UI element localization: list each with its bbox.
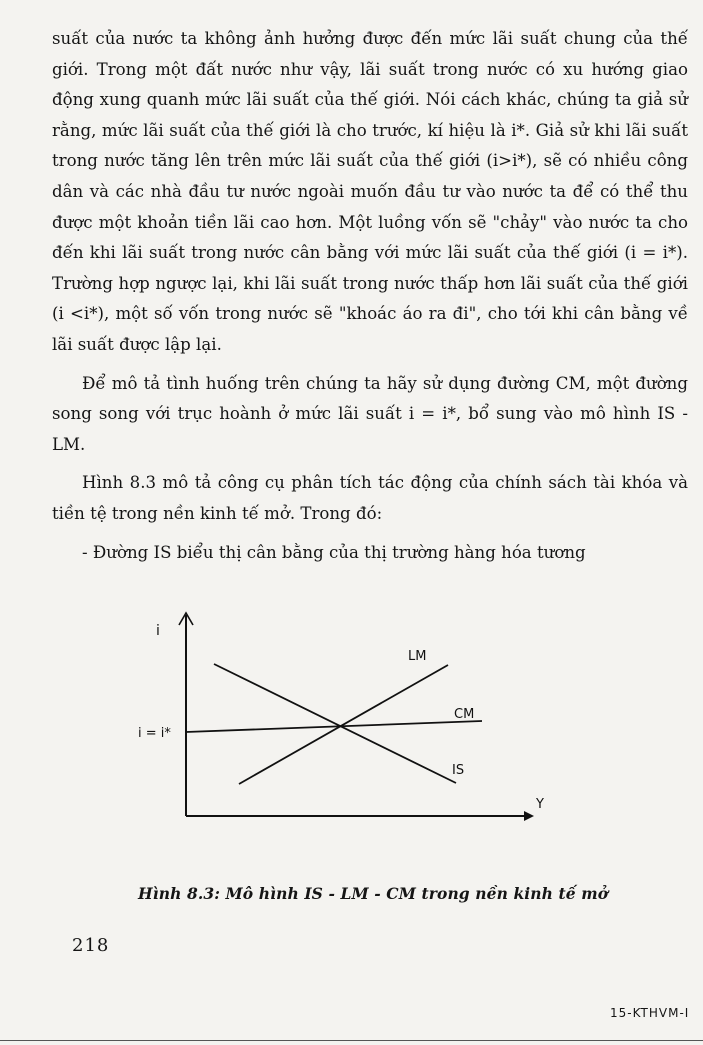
body-text [52, 24, 688, 568]
x-axis-arrow [524, 811, 534, 821]
y-axis-label: i [156, 623, 160, 639]
x-axis-label: Y [536, 797, 544, 812]
lm-curve [239, 665, 448, 784]
level-label: i = i* [138, 726, 171, 741]
paragraph-1: suất của nước ta không ảnh hưởng được đến mức lãi suất chung của thế giới. Trong một đất nước như vậy, lãi suất trong nước có xu hướng giao động xung quanh mức lãi suất của thế giới. Nói cách khác, chúng ta giả sử rằng, mức lãi suất của thế giới là cho trước, kí hiệu là i*. Giả sử khi lãi suất trong nước tăng lên trên mức lãi suất của thế giới (i>i*), sẽ có nhiều công dân và các nhà đầu tư nước ngoài muốn đầu tư vào nước ta để có thể thu được một khoản tiền lãi cao hơn. Một luồng vốn sẽ "chảy" vào nước ta cho đến khi lãi suất trong nước cân bằng với mức lãi suất của thế giới (i = i*). Trường hợp ngược lại, khi lãi suất trong nước thấp hơn lãi suất của thế giới (i <i*), một số vốn trong nước sẽ "khoác áo ra đi", cho tới khi cân bằng về lãi suất được lập lại. [52, 29, 688, 354]
cm-label: CM [454, 707, 475, 722]
figure-caption: Hình 8.3: Mô hình IS - LM - CM trong nền kinh tế mở [138, 884, 609, 903]
is-lm-cm-figure [136, 603, 556, 833]
page-bottom-rule [0, 1040, 703, 1041]
paragraph-2: Để mô tả tình huống trên chúng ta hãy sử dụng đường CM, một đường song song với trục hoành ở mức lãi suất i = i*, bổ sung vào mô hình IS - LM. [52, 373, 688, 454]
footer-code: 15-KTHVM-I [610, 1006, 690, 1020]
page-number: 218 [72, 935, 110, 956]
lm-label: LM [408, 649, 427, 664]
figure-svg [136, 603, 556, 833]
is-label: IS [452, 763, 465, 778]
paragraph-4: - Đường IS biểu thị cân bằng của thị trường hàng hóa tương [82, 542, 586, 562]
paragraph-3: Hình 8.3 mô tả công cụ phân tích tác động của chính sách tài khóa và tiền tệ trong nền kinh tế mở. Trong đó: [52, 473, 688, 523]
